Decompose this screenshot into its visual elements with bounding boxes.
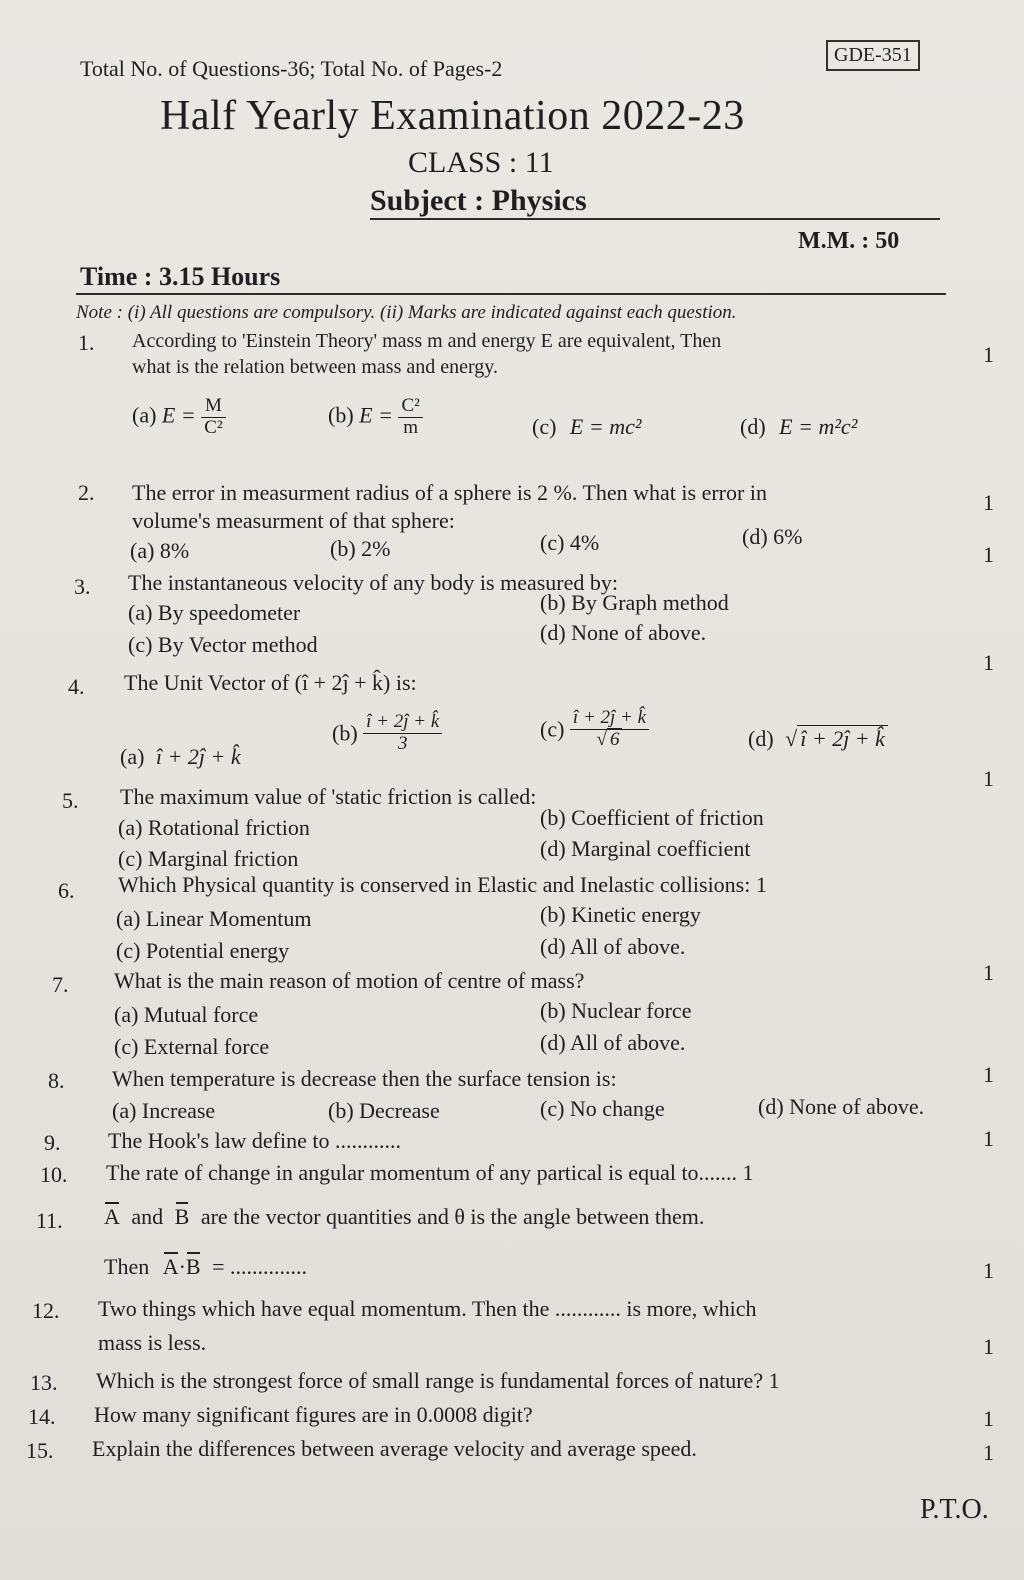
q4-option-a: (a) î + 2ĵ + k̂ — [120, 744, 241, 769]
q7-option-a: (a) Mutual force — [114, 1002, 259, 1027]
q12-marks: 1 — [983, 1334, 994, 1359]
header-divider-bottom — [76, 293, 946, 295]
question-number: 2. — [78, 480, 95, 505]
q4-marks: 1 — [983, 650, 994, 675]
q2-option-b: (b) 2% — [330, 536, 391, 561]
q12-number: 12. — [32, 1298, 60, 1323]
option-d: (d) E = m²c² — [740, 414, 858, 439]
header-divider — [370, 218, 940, 220]
q3-option-d: (d) None of above. — [540, 620, 707, 645]
q5-option-b: (b) Coefficient of friction — [540, 805, 764, 830]
exam-title: Half Yearly Examination 2022-23 — [160, 93, 745, 139]
q3-option-a: (a) By speedometer — [128, 600, 301, 625]
q2-option-a: (a) 8% — [130, 538, 190, 563]
q5-option-a: (a) Rotational friction — [118, 815, 310, 840]
q4-option-b: (b) $\frac{î + 2ĵ + k̂}{3}$ — [332, 712, 442, 755]
q6-number: 6. — [58, 878, 75, 903]
q10-number: 10. — [40, 1162, 68, 1187]
q6-option-c: (c) Potential energy — [116, 938, 290, 963]
class-label: CLASS : 11 — [408, 146, 554, 179]
q11-text: A and B are the vector quantities and θ is the angle between them. — [104, 1204, 705, 1229]
q3-number: 3. — [74, 574, 91, 599]
q6-option-a: (a) Linear Momentum — [116, 906, 312, 931]
q7-marks: 1 — [983, 960, 994, 985]
q5-number: 5. — [62, 788, 79, 813]
q15-marks: 1 — [983, 1440, 994, 1465]
q11-marks: 1 — [983, 1258, 994, 1283]
q5-option-c: (c) Marginal friction — [118, 846, 299, 871]
q3-marks: 1 — [983, 542, 994, 567]
q7-number: 7. — [52, 972, 69, 997]
q14-text: How many significant figures are in 0.0008 digit? — [94, 1402, 533, 1427]
q12-text: Two things which have equal momentum. Then the ............ is more, which — [98, 1296, 757, 1321]
option-c: (c) E = mc² — [532, 414, 642, 439]
q8-number: 8. — [48, 1068, 65, 1093]
q8-text: When temperature is decrease then the surface tension is: — [112, 1066, 617, 1091]
q15-number: 15. — [26, 1438, 54, 1463]
paper-code: GDE-351 — [826, 40, 920, 71]
question-number: 1. — [78, 330, 95, 355]
question-text-cont: what is the relation between mass and energy. — [132, 356, 498, 378]
question-marks: 1 — [983, 490, 994, 515]
vector-b: B — [174, 1204, 190, 1229]
q3-option-b: (b) By Graph method — [540, 590, 729, 615]
q4-option-d: (d) √ î + 2ĵ + k̂ — [748, 726, 888, 752]
maximum-marks: M.M. : 50 — [798, 228, 900, 254]
q5-option-d: (d) Marginal coefficient — [540, 836, 751, 861]
q9-text: The Hook's law define to ............ — [108, 1128, 401, 1153]
q6-option-d: (d) All of above. — [540, 934, 686, 959]
q2-option-d: (d) 6% — [742, 524, 803, 549]
q12-text-cont: mass is less. — [98, 1330, 207, 1355]
q8-option-a: (a) Increase — [112, 1098, 216, 1123]
q14-number: 14. — [28, 1404, 56, 1429]
q13-number: 13. — [30, 1370, 58, 1395]
question-marks: 1 — [983, 342, 994, 367]
q8-marks: 1 — [983, 1062, 994, 1087]
option-b: (b) E = $\frac{\text{C²}}{m}$ — [328, 396, 423, 439]
q7-text: What is the main reason of motion of centre of mass? — [114, 968, 585, 993]
time-allowed: Time : 3.15 Hours — [80, 262, 281, 291]
q3-option-c: (c) By Vector method — [128, 632, 318, 657]
q9-marks: 1 — [983, 1126, 994, 1151]
please-turn-over: P.T.O. — [920, 1494, 989, 1525]
q14-marks: 1 — [983, 1406, 994, 1431]
q9-number: 9. — [44, 1130, 61, 1155]
vector-a: A — [104, 1204, 120, 1229]
q6-text: Which Physical quantity is conserved in Elastic and Inelastic collisions: 1 — [118, 872, 767, 897]
q7-option-c: (c) External force — [114, 1034, 270, 1059]
q13-text: Which is the strongest force of small range is fundamental forces of nature? 1 — [96, 1368, 780, 1393]
q11-number: 11. — [36, 1208, 63, 1233]
q10-text: The rate of change in angular momentum of any partical is equal to....... 1 — [106, 1160, 754, 1185]
question-text: The error in measurment radius of a sphere is 2 %. Then what is error in — [132, 480, 767, 505]
q4-number: 4. — [68, 674, 85, 699]
q3-text: The instantaneous velocity of any body is measured by: — [128, 570, 618, 595]
q15-text: Explain the differences between average velocity and average speed. — [92, 1436, 697, 1461]
subject-label: Subject : Physics — [370, 184, 587, 217]
q5-marks: 1 — [983, 766, 994, 791]
q4-option-c: (c) $\frac{î + 2ĵ + k̂}{√ 6}$ — [540, 708, 649, 751]
q4-text: The Unit Vector of (î + 2ĵ + k̂) is: — [124, 670, 417, 695]
q8-option-c: (c) No change — [540, 1096, 665, 1121]
q2-option-c: (c) 4% — [540, 530, 600, 555]
q5-text: The maximum value of 'static friction is called: — [120, 784, 537, 809]
question-text: According to 'Einstein Theory' mass m and energy E are equivalent, Then — [132, 330, 722, 352]
q8-option-d: (d) None of above. — [758, 1094, 925, 1119]
instructions-note: Note : (i) All questions are compulsory. (ii) Marks are indicated against each question. — [76, 302, 737, 323]
q7-option-b: (b) Nuclear force — [540, 998, 692, 1023]
option-a: (a) E = $\frac{M}{\text{C²}}$ — [132, 396, 226, 439]
q11-text-cont: Then A·B = .............. — [104, 1254, 308, 1279]
question-text-cont: volume's measurment of that sphere: — [132, 508, 455, 533]
q8-option-b: (b) Decrease — [328, 1098, 440, 1123]
total-questions-pages: Total No. of Questions-36; Total No. of Pages-2 — [80, 56, 503, 81]
q6-option-b: (b) Kinetic energy — [540, 902, 701, 927]
q7-option-d: (d) All of above. — [540, 1030, 686, 1055]
